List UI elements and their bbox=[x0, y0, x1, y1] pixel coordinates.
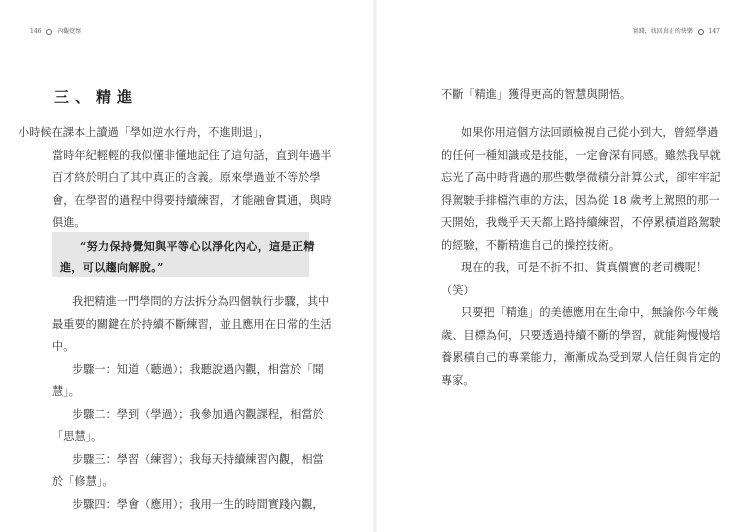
text-line: 俱進。 bbox=[52, 216, 86, 229]
circle-icon bbox=[46, 29, 52, 35]
text-line: 專家。 bbox=[441, 373, 475, 387]
text-line: 百才終於明白了其中真正的含義。原來學過並不等於學 bbox=[52, 171, 321, 184]
quote-line: “努力保持覺知與平等心以淨化內心，這是正精 bbox=[80, 240, 315, 253]
paragraph-3 bbox=[441, 122, 721, 392]
quote-line: 進，可以趨向解脫。” bbox=[60, 261, 164, 274]
text-line: 得駕駛手排檔汽車的方法，因為從 18 歲考上駕照的那一 bbox=[441, 193, 720, 207]
text-line: 慧」。 bbox=[52, 385, 80, 398]
text-line: 的經驗，不斷精進自己的操控技術。 bbox=[441, 238, 621, 252]
circle-icon bbox=[698, 29, 704, 35]
text-line: 小時候在課本上讀過「學如逆水行舟，不進則退」， bbox=[18, 126, 270, 139]
paragraph-continuation bbox=[441, 84, 631, 107]
right-page-header bbox=[633, 26, 720, 35]
text-line: 的任何一種知識或是技能，一定會深有同感。雖然我早就 bbox=[441, 148, 721, 162]
text-line: 步驟一：知道（聽過）；我聽說過內觀，相當於「聞 bbox=[72, 362, 324, 376]
text-line: 忘光了高中時背過的那些數學微積分計算公式，卻牢牢記 bbox=[441, 171, 721, 184]
text-line: 中。 bbox=[52, 340, 75, 353]
quote-box bbox=[52, 232, 315, 277]
text-line: 步驟二：學到（學過）；我參加過內觀課程，相當於 bbox=[72, 407, 324, 421]
page-number: 146 bbox=[30, 28, 42, 35]
text-line: 不斷「精進」獲得更高的智慧與開悟。 bbox=[441, 88, 632, 101]
text-line: 步驟三：學習（練習）；我每天持續練習內觀，相當 bbox=[72, 452, 324, 466]
text-line: 「思慧」。 bbox=[52, 430, 103, 443]
text-line: 如果你用這個方法回頭檢視自己從小到大，曾經學過 bbox=[461, 126, 719, 139]
text-line: 於「修慧」。 bbox=[52, 475, 114, 488]
book-title: 內觀覺察 bbox=[57, 28, 82, 35]
right-page bbox=[375, 0, 750, 532]
section-heading: 三、精進 bbox=[54, 88, 139, 106]
text-line: 我把精進一門學問的方法拆分為四個執行步驟，其中 bbox=[72, 295, 330, 308]
text-line: 歲、目標為何，只要透過持續不斷的學習，就能夠慢慢培 bbox=[441, 328, 721, 342]
text-line: 天開始，我幾乎天天都上路持續練習，不停累積道路駕駛 bbox=[441, 216, 721, 229]
text-line: 現在的我，可是不折不扣、貨真價實的老司機呢！ bbox=[461, 261, 708, 274]
text-line: 步驟四：學會（應用）；我用一生的時間實踐內觀， bbox=[72, 497, 324, 511]
text-line: （笑） bbox=[441, 283, 475, 297]
page-number: 147 bbox=[708, 28, 720, 35]
text-line: 當時年紀輕輕的我似懂非懂地記住了這句話，直到年過半 bbox=[52, 148, 332, 162]
chapter-title: 實踐，找回真正的快樂 bbox=[632, 28, 693, 35]
text-line: 會，在學習的過程中得要持續練習，才能融會貫通，與時 bbox=[52, 193, 332, 207]
paragraph-1 bbox=[0, 122, 332, 235]
text-line: 最重要的關鍵在於持續不斷練習，並且應用在日常的生活 bbox=[52, 317, 332, 331]
text-line: 養累積自己的專業能力，漸漸成為受到眾人信任與肯定的 bbox=[441, 351, 721, 364]
left-page-header bbox=[30, 26, 81, 35]
paragraph-2 bbox=[0, 291, 332, 516]
text-line: 只要把「精進」的美德應用在生命中，無論你今年幾 bbox=[461, 306, 719, 319]
